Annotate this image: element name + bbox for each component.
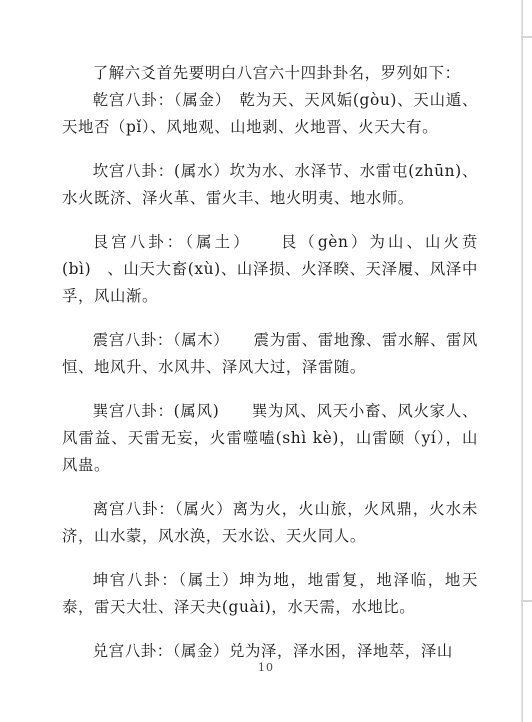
palace-qian-paragraph: 乾宫八卦：（属金） 乾为天、天风姤(gòu)、天山遁、天地否（pǐ）、风地观、山地剥、火地晋、火天大有。 bbox=[62, 91, 478, 136]
page-edge-tick bbox=[521, 36, 532, 38]
palace-kan-paragraph: 坎宫八卦：(属水）坎为水、水泽节、水雷屯(zhūn)、水火既济、泽火革、雷火丰、地火明夷、地水师。 bbox=[62, 162, 478, 207]
palace-dui-paragraph: 兑宫八卦：（属金）兑为泽，泽水困，泽地萃，泽山 bbox=[92, 642, 453, 660]
palace-kun-paragraph: 坤官八卦：（属土）坤为地，地雷复，地泽临，地天泰，雷天大壮、泽天夬(guài)，水天需，水地比。 bbox=[62, 571, 478, 616]
page-edge-line bbox=[521, 0, 523, 722]
palace-li-paragraph: 离宫八卦：（属火）离为火，火山旅，火风鼎，火水未济，山水蒙，风水涣，天水讼、天火同人。 bbox=[62, 500, 478, 545]
palace-xun-paragraph: 巽宫八卦：(属风) 巽为风、风天小畜、风火家人、风雷益、天雷无妄，火雷噬嗑(shì kè)，山雷颐（yí），山风蛊。 bbox=[62, 402, 478, 474]
body-text bbox=[62, 60, 478, 665]
page-number: 10 bbox=[258, 661, 274, 674]
intro-paragraph: 了解六爻首先要明白八宫六十四卦卦名，罗列如下： bbox=[92, 64, 461, 82]
palace-zhen-paragraph: 震宫八卦：（属木） 震为雷、雷地豫、雷水解、雷风恒、地风升、水风井、泽风大过，泽雷随。 bbox=[62, 331, 478, 376]
palace-gen-paragraph: 艮宫八卦：（属土） 艮（gèn）为山、山火贲(bì) 、山天大畜(xù)、山泽损、火泽睽、天泽履、风泽中孚，风山渐。 bbox=[62, 233, 478, 305]
page-edge-tick bbox=[521, 600, 532, 602]
